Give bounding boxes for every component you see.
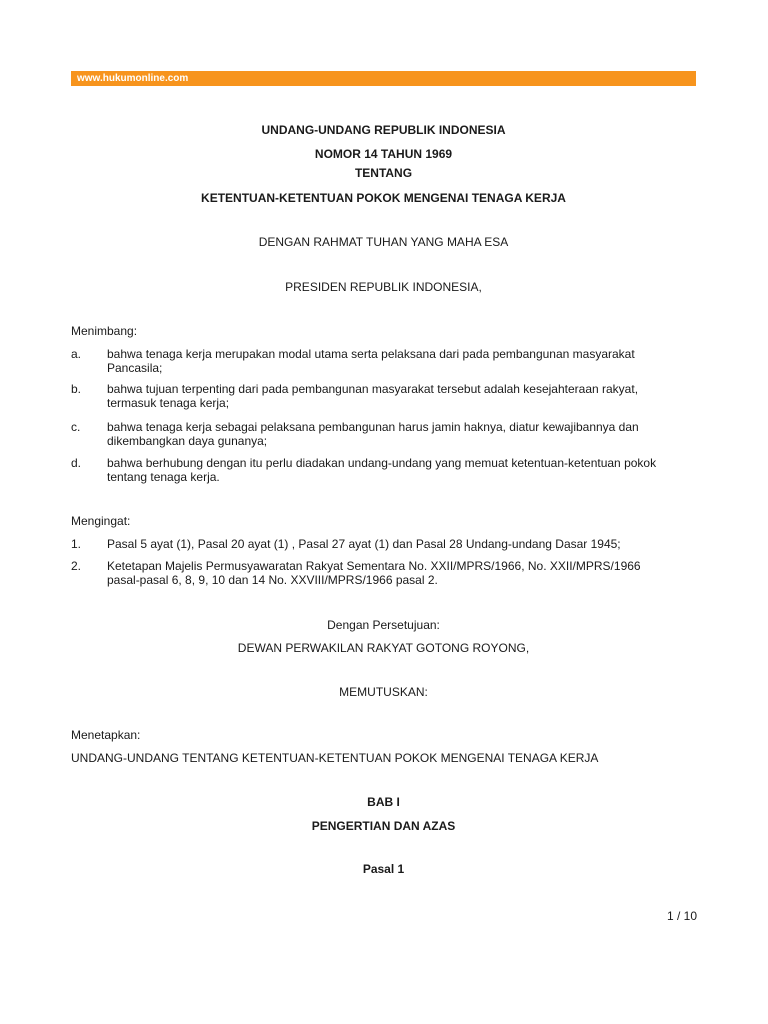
menetapkan-heading: Menetapkan: — [71, 728, 141, 742]
list-marker: a. — [71, 347, 82, 361]
mengingat-heading: Mengingat: — [71, 514, 131, 528]
bab-number: BAB I — [367, 795, 400, 809]
title-line-4: KETENTUAN-KETENTUAN POKOK MENGENAI TENAGA KERJA — [201, 191, 566, 205]
list-item-text: Pasal 5 ayat (1), Pasal 20 ayat (1) , Pasal 27 ayat (1) dan Pasal 28 Undang-undang Dasar 1945; — [107, 537, 621, 551]
title-line-1: UNDANG-UNDANG REPUBLIK INDONESIA — [261, 123, 506, 137]
list-item-text: Ketetapan Majelis Permusyawaratan Rakyat Sementara No. XXII/MPRS/1966, No. XXII/MPRS/1966 pasal-pasal 6, 8, 9, 10 dan 14 No. XXVIII/MPRS/1966 pasal 2. — [107, 559, 641, 587]
pasal-heading: Pasal 1 — [362, 862, 405, 876]
header-url-link[interactable]: www.hukumonline.com — [77, 73, 189, 84]
list-item-text: bahwa tujuan terpenting dari pada pembangunan masyarakat tersebut adalah kesejahteraan rakyat, termasuk tenaga kerja; — [107, 382, 639, 410]
blessing-line: DENGAN RAHMAT TUHAN YANG MAHA ESA — [258, 235, 509, 249]
title-line-3: TENTANG — [354, 166, 413, 180]
list-marker: 1. — [71, 537, 82, 551]
list-marker: d. — [71, 456, 82, 470]
list-item-text: bahwa tenaga kerja merupakan modal utama serta pelaksana dari pada pembangunan masyarakat Pancasila; — [107, 347, 635, 375]
page-number: 1 / 10 — [666, 909, 697, 923]
decide-line: MEMUTUSKAN: — [339, 685, 428, 699]
consent-line: Dengan Persetujuan: — [327, 618, 440, 632]
title-line-2: NOMOR 14 TAHUN 1969 — [314, 147, 453, 161]
list-marker: c. — [71, 420, 81, 434]
list-item-text: bahwa berhubung dengan itu perlu diadakan undang-undang yang memuat ketentuan-ketentuan pokok tentang tenaga kerja. — [107, 456, 657, 484]
menetapkan-text: UNDANG-UNDANG TENTANG KETENTUAN-KETENTUAN POKOK MENGENAI TENAGA KERJA — [71, 751, 599, 765]
list-marker: b. — [71, 382, 82, 396]
council-line: DEWAN PERWAKILAN RAKYAT GOTONG ROYONG, — [237, 641, 530, 655]
list-item-text: bahwa tenaga kerja sebagai pelaksana pembangunan harus jamin haknya, diatur kewajibannya dan dikembangkan daya gunanya; — [107, 420, 639, 448]
list-marker: 2. — [71, 559, 82, 573]
menimbang-heading: Menimbang: — [71, 324, 138, 338]
header-bar — [71, 71, 696, 86]
president-line: PRESIDEN REPUBLIK INDONESIA, — [285, 280, 482, 294]
bab-title: PENGERTIAN DAN AZAS — [311, 819, 456, 833]
